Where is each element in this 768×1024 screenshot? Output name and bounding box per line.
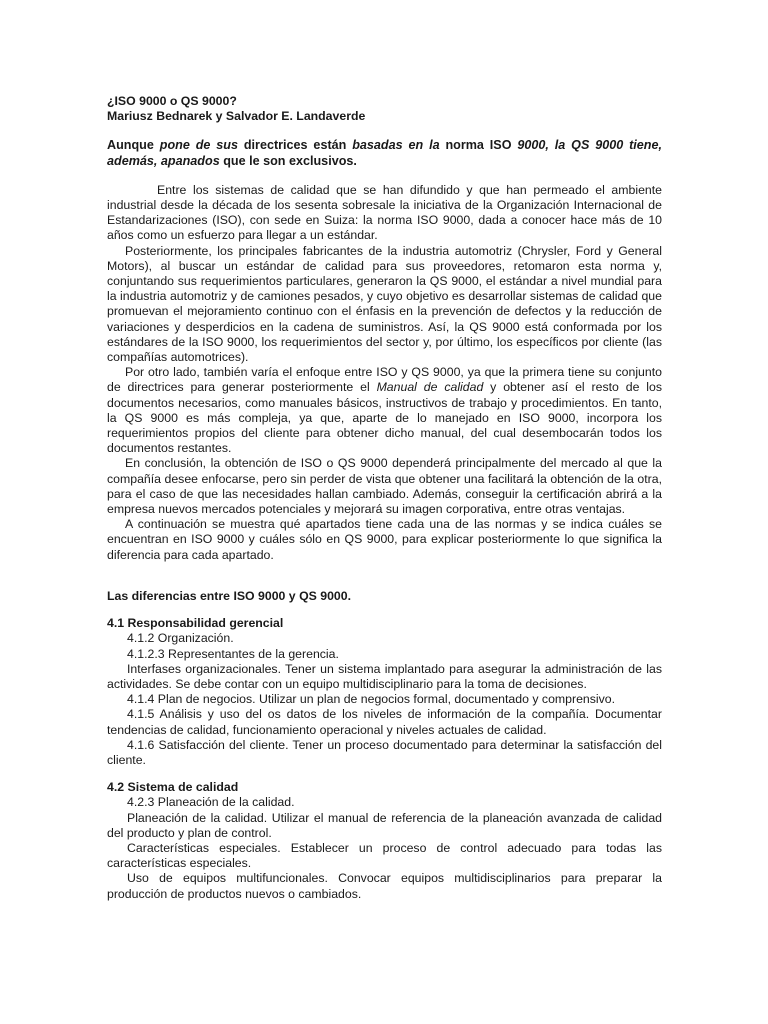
section-heading-4-2: 4.2 Sistema de calidad [107, 780, 239, 795]
section-description: Planeación de la calidad. Utilizar el manual de referencia de la planeación avanzada de calidad del producto y plan de control. [107, 810, 662, 840]
body-paragraph: Entre los sistemas de calidad que se han difundido y que han permeado el ambiente industrial desde la década de los sesenta sobresale la iniciativa de la Organización Internacional de Estandarizaciones (ISO), con sede en Suiza: la norma ISO 9000, dada a conocer hace más de 10 años como un esfuerzo para llegar a un estándar. [107, 182, 662, 243]
body-paragraph: En conclusión, la obtención de ISO o QS 9000 dependerá principalmente del mercado al que la compañía desee enfocarse, pero sin perder de vista que obtener una facilitará la obtención de la otra, para el caso de que las necesidades hallan cambiado. Además, conseguir la certificación abrirá a la empresa nuevos mercados potenciales y mejorará su imagen corporativa, entre otras ventajas. [107, 456, 662, 517]
manual-italic: Manual de calidad [376, 380, 484, 395]
body-paragraph-manual [107, 365, 662, 456]
section-item: 4.2.3 Planeación de la calidad. [127, 795, 295, 810]
section-description: 4.1.5 Análisis y uso del os datos de los niveles de información de la compañía. Documentar tendencias de calidad, funcionamiento operacional y niveles actuales de calidad. [107, 707, 662, 737]
document-title: ¿ISO 9000 o QS 9000? [107, 94, 237, 108]
differences-heading: Las diferencias entre ISO 9000 y QS 9000. [107, 588, 352, 603]
body-text [107, 183, 662, 563]
section-description: Características especiales. Establecer un proceso de control adecuado para todas las características especiales. [107, 840, 662, 871]
lead-paragraph [107, 138, 662, 168]
body-paragraph: A continuación se muestra qué apartados tiene cada una de las normas y se indica cuáles se encuentran en ISO 9000 y cuáles sólo en QS 9000, para explicar posteriormente lo que significa la diferencia para cada apartado. [107, 517, 662, 562]
lead-italic-1: pone de sus [159, 138, 238, 153]
document-authors: Mariusz Bednarek y Salvador E. Landaverde [107, 109, 366, 124]
section-description: 4.1.4 Plan de negocios. Utilizar un plan de negocios formal, documentado y comprensivo. [127, 692, 616, 707]
section-description: Interfases organizacionales. Tener un sistema implantado para asegurar la administración de las actividades. Se debe contar con un equipo multidisciplinario para la toma de decisiones. [107, 661, 662, 691]
section-description: 4.1.6 Satisfacción del cliente. Tener un proceso documentado para determinar la satisfacción del cliente. [107, 737, 662, 767]
lead-italic-2: basadas en la [352, 138, 440, 153]
section-heading-4-1: 4.1 Responsabilidad gerencial [107, 616, 284, 631]
lead-text-2: directrices están [237, 138, 353, 153]
section-item: 4.1.2.3 Representantes de la gerencia. [127, 646, 339, 661]
manual-before: Por otro lado, también varía el enfoque entre ISO y QS 9000, ya que la primera tiene su conjunto de directrices para generar posteriormente el [107, 365, 662, 395]
lead-text-4: que le son exclusivos. [219, 153, 357, 168]
section-description: Uso de equipos multifuncionales. Convocar equipos multidisciplinarios para preparar la producción de productos nuevos o cambiados. [107, 871, 662, 901]
manual-after: y obtener así el resto de los documentos necesarios, como manuales básicos, instructivos de trabajo y procedimientos. En tanto, la QS 9000 es más compleja, ya que, aparte de lo manejado en ISO 9000, incorpora los requerimientos propios del cliente para obtener dicho manual, del cual desembocarán todos los documentos restantes. [107, 380, 662, 456]
document-content [107, 94, 662, 902]
section-item: 4.1.2 Organización. [127, 631, 234, 646]
lead-italic-3: 9000, la QS 9000 tiene, además, apanados [107, 138, 663, 168]
lead-text-3: norma ISO [439, 138, 518, 153]
body-paragraph: Posteriormente, los principales fabricantes de la industria automotriz (Chrysler, Ford y General Motors), al buscar un estándar de calidad para sus proveedores, retomaron esta norma y, conjuntando sus requerimientos particulares, generaron la QS 9000, el estándar a nivel mundial para la industria automotriz y de camiones pesados, y cuyo objetivo es desarrollar sistemas de calidad que promuevan el mejoramiento continuo con el énfasis en la prevención de defectos y la reducción de variaciones y desperdicios en la cadena de suministros. Así, la QS 9000 está conformada por los estándares de la ISO 9000, los requerimientos del sector y, por último, los específicos por cliente (las compañías automotrices). [107, 243, 662, 365]
lead-text-1: Aunque [107, 138, 160, 153]
